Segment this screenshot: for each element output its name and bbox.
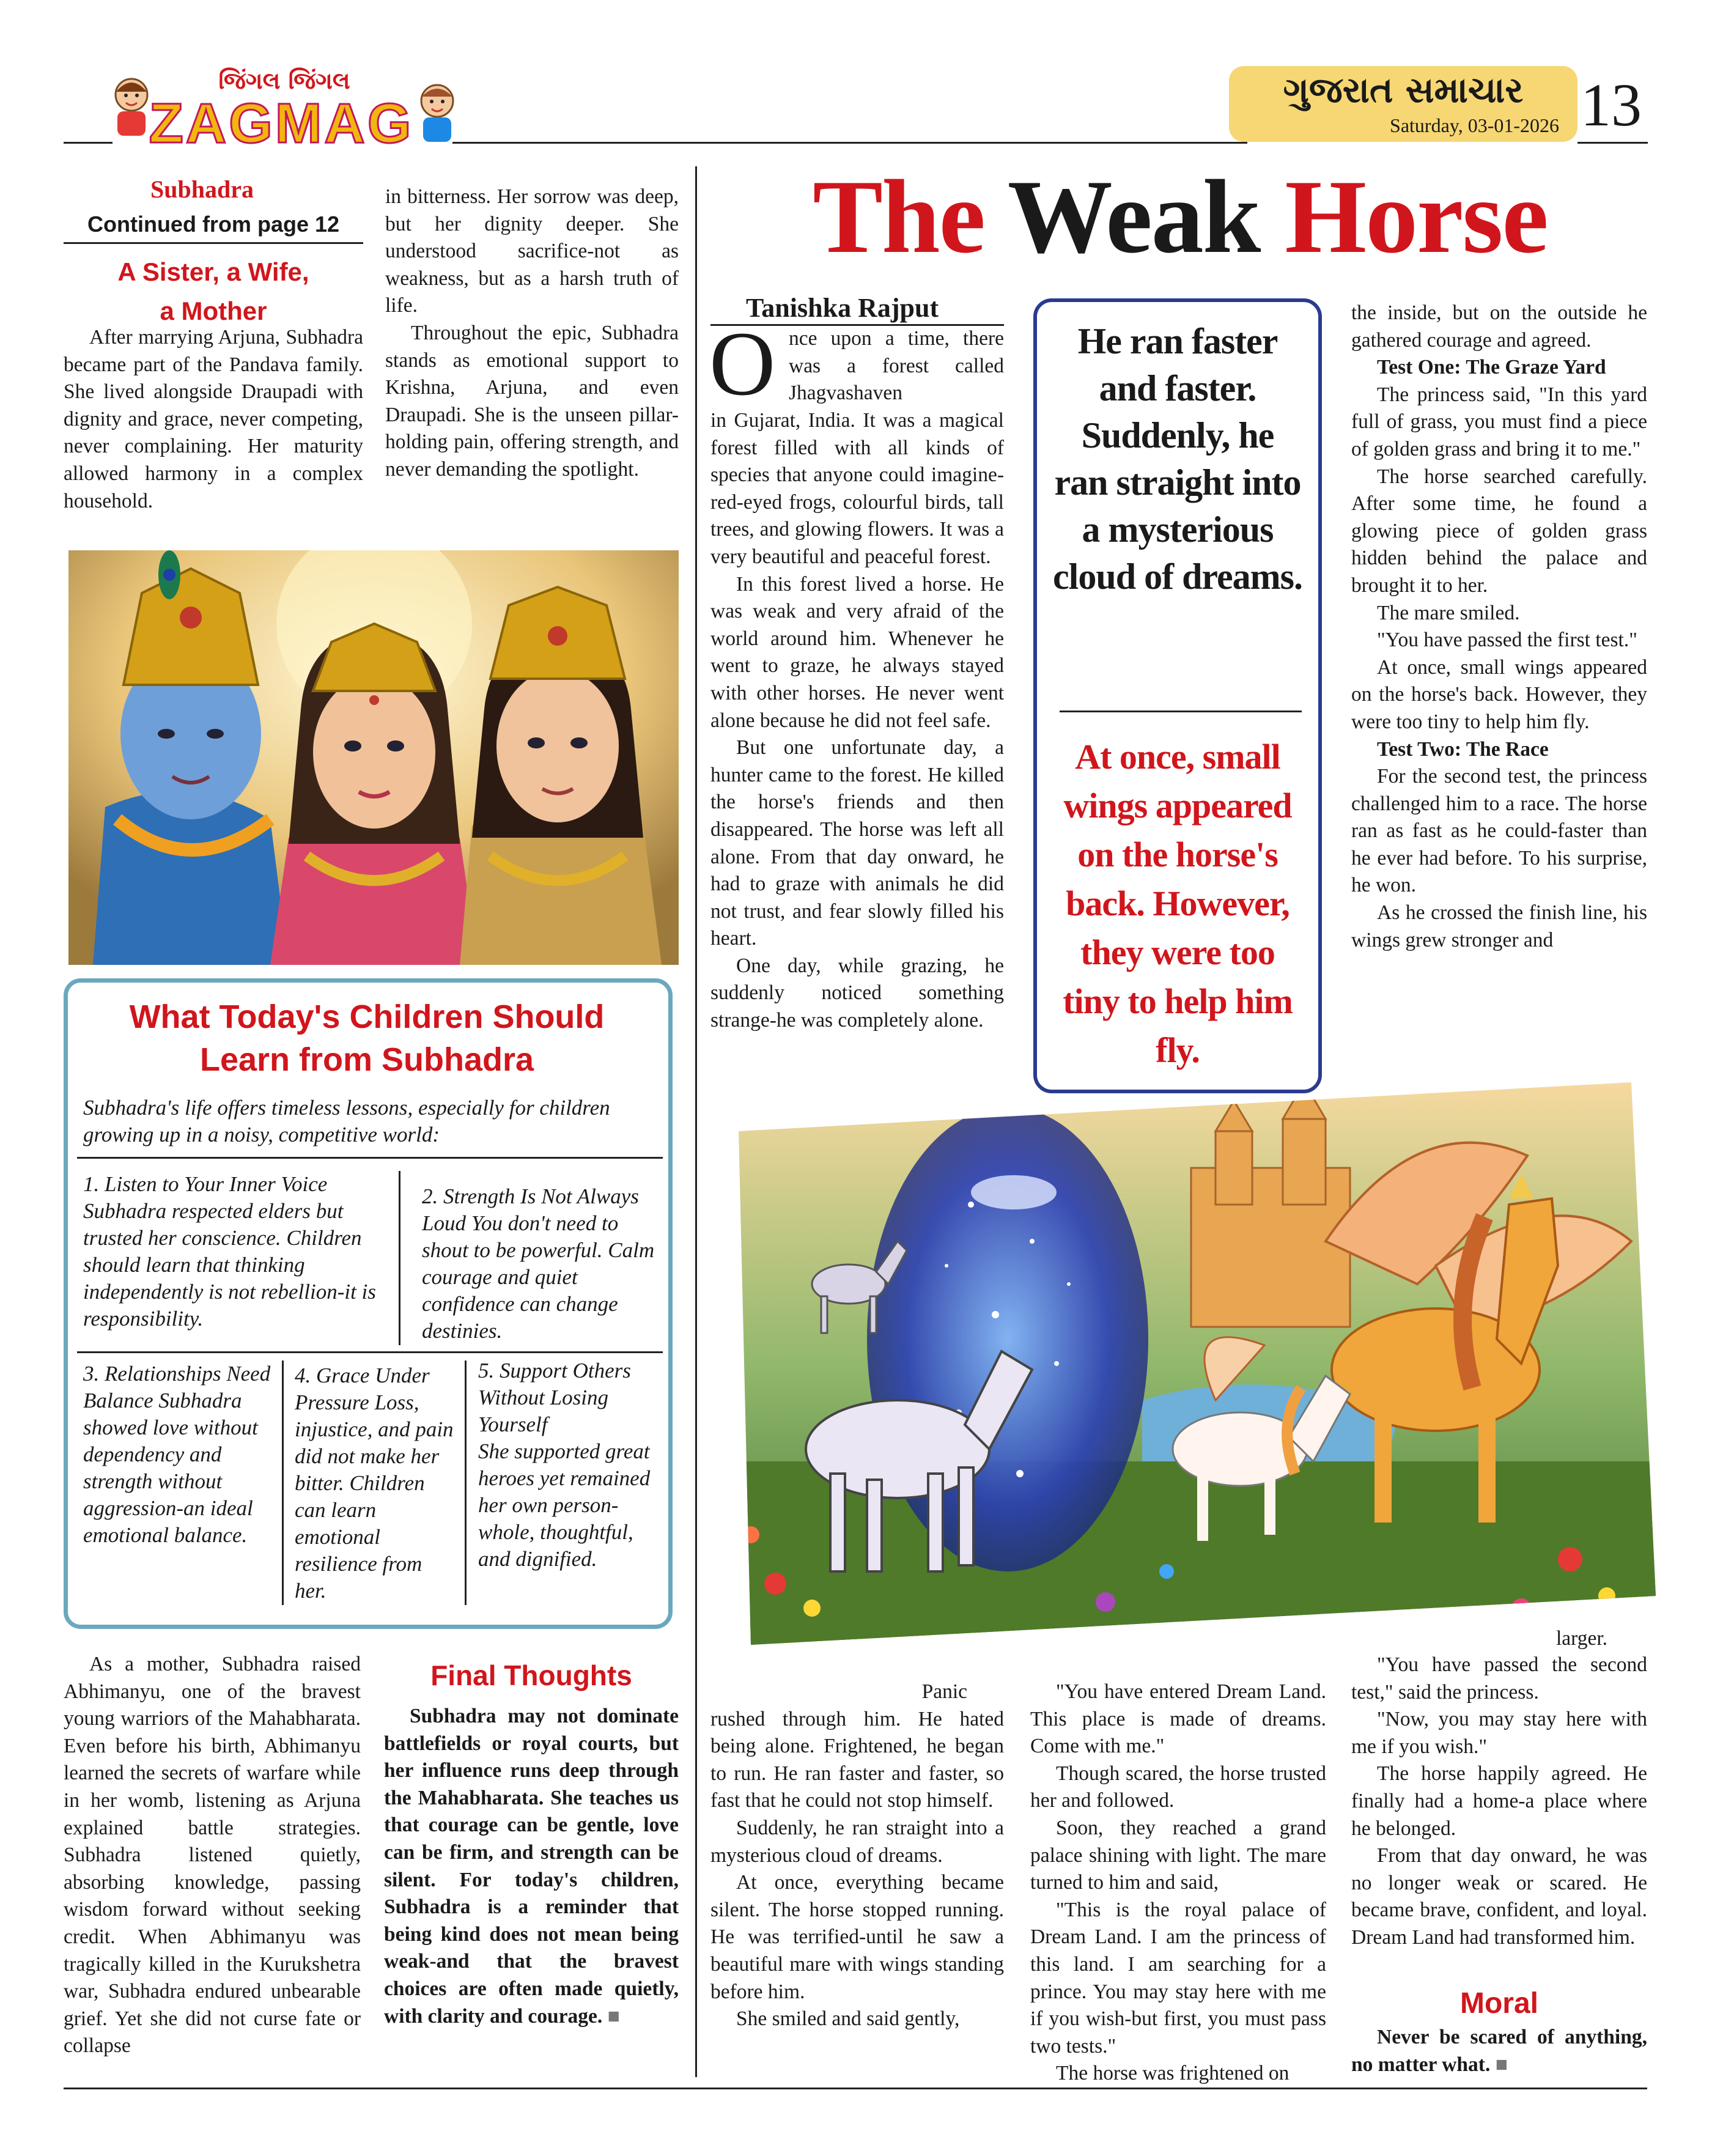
- moral-text: [1351, 2024, 1647, 2078]
- lesson-3: 3. Relationships Need Balance Subhadra showed love without dependency and strength without aggression-an ideal emotional balance.: [83, 1362, 271, 1547]
- story-larger: larger.: [1556, 1627, 1608, 1650]
- paragraph: Though scared, the horse trusted her and followed.: [1030, 1762, 1326, 1812]
- dreamland-illustration: [714, 1082, 1656, 1663]
- section-heading-line-2: a Mother: [160, 297, 267, 325]
- end-mark-icon: ■: [607, 2004, 620, 2028]
- subhadra-col2-text: [385, 183, 679, 484]
- subhadra-illustration: [68, 550, 679, 965]
- lesson-4: 4. Grace Under Pressure Loss, injustice, and pain did not make her bitter. Children can learn emotional resilience from her.: [295, 1364, 454, 1603]
- lesson-5: [478, 1357, 662, 1573]
- lesson-5-body: She supported great heroes yet remained her own person-whole, thoughtful, and dignified.: [478, 1439, 651, 1571]
- paragraph: rushed through him. He hated being alone. Frightened, he began to run. He ran faster and faster, so fast that he could not stop himself.: [710, 1707, 1004, 1812]
- paragraph: in bitterness. Her sorrow was deep, but her dignity deeper. She understood sacrifice-not as weakness, but as a harsh truth of life.: [385, 185, 679, 317]
- paragraph: After marrying Arjuna, Subhadra became part of the Pandava family. She lived alongside Draupadi with dignity and grace, never competing, never complaining. Her maturity allowed harmony in a complex household.: [64, 326, 363, 512]
- paragraph: At once, small wings appeared on the horse's back. However, they were too tiny to help him fly.: [1351, 655, 1647, 733]
- panic-word: Panic: [921, 1680, 967, 1703]
- zagmag-logo[interactable]: [110, 67, 452, 155]
- story-col4-text: [1351, 300, 1647, 954]
- footer-rule: [64, 2088, 1647, 2089]
- paragraph: The horse searched carefully. After some time, he found a glowing piece of golden grass hidden behind the palace and brought it to her.: [1351, 465, 1647, 597]
- paragraph: Suddenly, he ran straight into a mysterious cloud of dreams.: [710, 1816, 1004, 1867]
- subhadra-col1-text: [64, 324, 363, 515]
- lessons-box-title-2: Learn from Subhadra: [199, 1041, 534, 1078]
- test-one-heading: Test One: The Graze Yard: [1377, 356, 1606, 379]
- subhadra-bottom-col1: [64, 1651, 361, 2060]
- continued-label[interactable]: Continued from page 12: [87, 212, 340, 237]
- paragraph: "You have passed the second test," said the princess.: [1351, 1653, 1647, 1704]
- story-title: [712, 159, 1648, 275]
- paragraph: "This is the royal palace of Dream Land. I am the princess of this land. I am searching for a prince. You may stay here with me if you wish-but first, you must pass two tests.": [1030, 1898, 1326, 2058]
- final-thoughts-text: [384, 1703, 679, 2030]
- paragraph: "You have passed the first test.": [1377, 629, 1637, 652]
- pull-quote-1: He ran faster and faster. Suddenly, he ran straight into a mysterious cloud of dreams.: [1053, 321, 1302, 597]
- logo-main-text: ZAGMAG: [149, 92, 414, 155]
- section-heading-line-1: A Sister, a Wife,: [117, 257, 309, 286]
- lesson-5-title: 5. Support Others Without Losing Yourself: [478, 1359, 631, 1436]
- lesson-1: 1. Listen to Your Inner Voice Subhadra respected elders but trusted her conscience. Children should learn that thinking independently is not rebellion-it is responsibility.: [83, 1172, 376, 1331]
- story-col1-text: [710, 407, 1004, 1035]
- kid-left-icon: [104, 73, 159, 141]
- paragraph: The mare smiled.: [1377, 601, 1520, 624]
- paragraph: the inside, but on the outside he gathered courage and agreed.: [1351, 301, 1647, 352]
- subhadra-kicker: Subhadra: [150, 175, 254, 203]
- logo-gujarati-text: જિંગલ જિંગલ: [218, 67, 350, 94]
- story-col1-first-lines: nce upon a time, there was a forest called Jhagvashaven: [789, 327, 1004, 405]
- lessons-vrule-1: [399, 1171, 400, 1345]
- kid-right-icon: [410, 79, 465, 147]
- end-mark-icon: ■: [1495, 2053, 1508, 2076]
- lessons-rule-1: [77, 1157, 663, 1159]
- paragraph: But one unfortunate day, a hunter came to the forest. He killed the horse's friends and then disappeared. The horse was left all alone. From that day onward, he had to graze with animals he did not trust, and fear slowly filled his heart.: [710, 736, 1004, 950]
- issue-date: Saturday, 03-01-2026: [1390, 114, 1559, 136]
- masthead-rule-left: [64, 142, 113, 144]
- title-word-weak: Weak: [1007, 159, 1285, 275]
- paragraph: As a mother, Subhadra raised Abhimanyu, one of the bravest young warriors of the Mahabharata. Even before his birth, Abhimanyu learned the secrets of warfare while in her womb, listening as Arjuna explained battle strategies. Subhadra listened quietly, absorbing knowledge, passing wisdom forward without seeking credit. When Abhimanyu was tragically killed in the Kurukshetra war, Subhadra endured unbearable grief. Yet she did not curse fate or collapse: [64, 1653, 361, 2058]
- paragraph: As he crossed the finish line, his wings grew stronger and: [1351, 901, 1647, 951]
- continued-rule: [64, 242, 363, 244]
- lesson-2: 2. Strength Is Not Always Loud You don't need to shout to be powerful. Calm courage and quiet confidence can change destinies.: [422, 1184, 655, 1343]
- paper-name: ગુજરાત સમાચાર: [1283, 69, 1524, 111]
- masthead-rule-right: [452, 142, 1247, 144]
- paragraph: "Now, you may stay here with me if you wish.": [1351, 1708, 1647, 1758]
- lessons-rule-2: [77, 1351, 663, 1353]
- title-word-the: The: [813, 159, 1008, 275]
- paragraph: From that day onward, he was no longer weak or scared. He became brave, confident, and loyal. Dream Land had transformed him.: [1351, 1844, 1647, 1949]
- paragraph: [384, 1703, 679, 2030]
- test-two-heading: Test Two: The Race: [1377, 737, 1549, 761]
- column-divider-left: [695, 166, 697, 2077]
- paragraph: The horse was frightened on: [1056, 2062, 1290, 2085]
- paragraph: in Gujarat, India. It was a magical forest filled with all kinds of species that anyone could imagine-red-eyed frogs, colourful birds, tall trees, and glowing flowers. It was a very beautiful and peaceful forest.: [710, 409, 1004, 568]
- lessons-vrule-3: [465, 1360, 467, 1605]
- paragraph: In this forest lived a horse. He was weak and very afraid of the world around him. Whenever he went to graze, he always stayed with other horses. He never went alone because he did not feel safe.: [710, 572, 1004, 732]
- drop-cap: O: [709, 313, 776, 415]
- pull-quote-2: At once, small wings appeared on the horse's back. However, they were too tiny to help him fly.: [1063, 737, 1293, 1070]
- story-bottom-col1: [710, 1678, 1004, 2033]
- paragraph: She smiled and said gently,: [736, 2007, 960, 2031]
- final-thoughts-heading: Final Thoughts: [430, 1659, 632, 1691]
- paragraph: Throughout the epic, Subhadra stands as emotional support to Krishna, Arjuna, and even Draupadi. She is the unseen pillar-holding pain, offering strength, and never demanding the spotlight.: [385, 321, 679, 481]
- story-author: Tanishka Rajput: [746, 293, 939, 323]
- paragraph: For the second test, the princess challenged him to a race. The horse ran as fast as he could-faster than he ever had before. To his surprise, he won.: [1351, 765, 1647, 897]
- lessons-box-title-1: What Today's Children Should: [129, 999, 605, 1035]
- lessons-intro: Subhadra's life offers timeless lessons, especially for children growing up in a noisy, competitive world:: [83, 1096, 610, 1146]
- paragraph: At once, everything became silent. The horse stopped running. He was terrified-until he saw a beautiful mare with wings standing before him.: [710, 1871, 1004, 2003]
- paragraph: Soon, they reached a grand palace shining with light. The mare turned to him and said,: [1030, 1816, 1326, 1894]
- paragraph: The horse happily agreed. He finally had a home-a place where he belonged.: [1351, 1762, 1647, 1840]
- page-number: 13: [1581, 71, 1642, 139]
- lessons-vrule-2: [282, 1360, 284, 1605]
- story-bottom-col3: [1351, 1652, 1647, 1952]
- moral-heading: Moral: [1459, 1987, 1538, 2020]
- paragraph: [1351, 2024, 1647, 2078]
- pull-quote-rule: [1060, 711, 1302, 712]
- paragraph: One day, while grazing, he suddenly noticed something strange-he was completely alone.: [710, 954, 1004, 1032]
- title-word-horse: Horse: [1285, 159, 1548, 275]
- final-thoughts-body: Subhadra may not dominate battlefields or royal courts, but her influence runs deep through the Mahabharata. She teaches us that courage can be gentle, love can be firm, and strength can be silent. For today's children, Subhadra is a reminder that being kind does not mean being weak-and that the bravest choices are often made quietly, with clarity and courage.: [384, 1705, 679, 2028]
- moral-body: Never be scared of anything, no matter what.: [1351, 2026, 1647, 2076]
- story-bottom-col2: [1030, 1678, 1326, 2088]
- paragraph: "You have entered Dream Land. This place is made of dreams. Come with me.": [1030, 1680, 1326, 1758]
- masthead-rule-far-right: [1577, 142, 1648, 144]
- paragraph: The princess said, "In this yard full of grass, you must find a piece of golden grass and bring it to me.": [1351, 383, 1647, 460]
